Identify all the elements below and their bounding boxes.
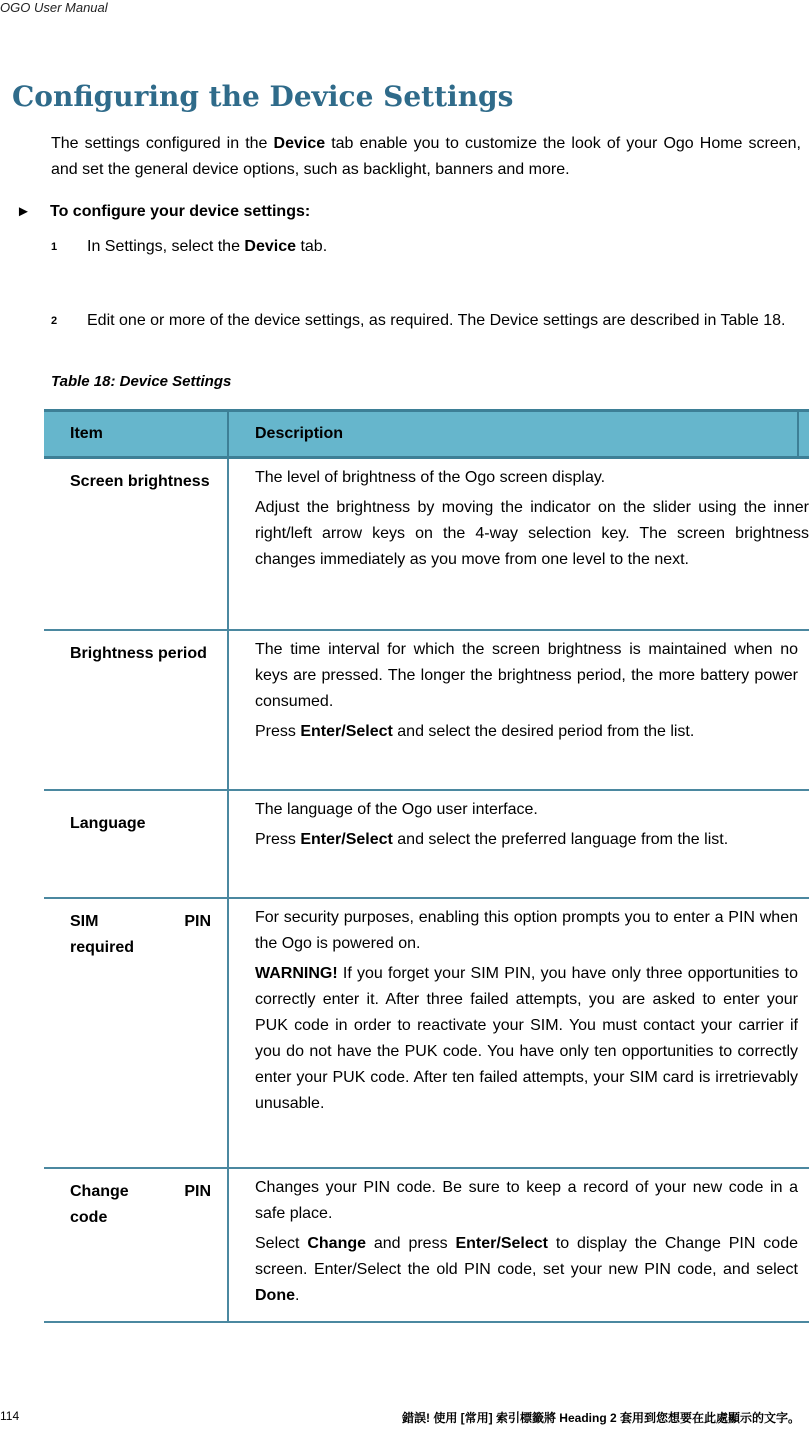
- footer-error-text: 錯誤! 使用 [常用] 索引標籤將 Heading 2 套用到您想要在此處顯示的文字。: [401, 1411, 800, 1425]
- table-caption: Table 18: Device Settings: [51, 373, 232, 390]
- page-number: 114: [0, 1409, 20, 1423]
- page-title: Configuring the Device Settings: [12, 80, 514, 113]
- row-description: Changes your PIN code. Be sure to keep a record of your new code in a safe place. Select Change and press Enter/Select to display the Change PIN code screen. Enter/Select the old PIN code, set your new PIN code, and select Done.: [228, 1168, 798, 1322]
- warning-label: WARNING!: [255, 964, 338, 982]
- step-1: 1 In Settings, select the Device tab.: [51, 234, 801, 260]
- row-description: The level of brightness of the Ogo screen display. Adjust the brightness by moving the indicator on the slider using the inner right/left arrow keys on the 4-way selection key. The screen brightness changes immediately as you move from one level to the next.: [228, 458, 809, 630]
- table-row: [44, 630, 809, 790]
- column-header-spacer: [798, 411, 809, 458]
- row-description: For security purposes, enabling this option prompts you to enter a PIN when the Ogo is powered on. WARNING! If you forget your SIM PIN, you have only three opportunities to correctly enter it. After three failed attempts, you are asked to enter your PUK code in order to reactivate your SIM. You must contact your carrier if you do not have the PUK code. You have only ten opportunities to correctly enter your PUK code. After ten failed attempts, your SIM card is irretrievably unusable.: [228, 898, 798, 1168]
- step-number: 1: [51, 241, 58, 253]
- procedure-arrow-icon: ►: [16, 203, 31, 220]
- table-row: [44, 898, 809, 1168]
- row-item-label: Change PIN code: [44, 1168, 228, 1322]
- row-item-label: Brightness period: [44, 630, 228, 790]
- table-row: [44, 1168, 809, 1322]
- procedure-heading: [16, 203, 310, 221]
- cell-spacer: [798, 630, 809, 790]
- table-row: [44, 458, 809, 630]
- cell-spacer: [798, 898, 809, 1168]
- row-description: The language of the Ogo user interface. Press Enter/Select and select the preferred language from the list.: [228, 790, 798, 898]
- table-header-row: [44, 411, 809, 458]
- cell-spacer: [798, 790, 809, 898]
- column-header-item: Item: [44, 411, 228, 458]
- device-tab-ref: Device: [273, 135, 326, 152]
- row-item-label: Screen brightness: [44, 458, 228, 630]
- running-header: OGO User Manual: [0, 0, 108, 15]
- row-item-label: Language: [44, 790, 228, 898]
- cell-spacer: [798, 1168, 809, 1322]
- device-settings-table: [44, 409, 809, 1323]
- step-number: 2: [51, 315, 58, 327]
- step-2: 2 Edit one or more of the device settings, as required. The Device settings are described in Table 18.: [51, 308, 801, 334]
- column-header-description: Description: [228, 411, 798, 458]
- intro-paragraph: The settings configured in the Device tab enable you to customize the look of your Ogo Home screen, and set the general device options, such as backlight, banners and more.: [51, 135, 801, 178]
- row-item-label: SIM PIN required: [44, 898, 228, 1168]
- procedure-label: To configure your device settings:: [50, 203, 311, 220]
- row-description: The time interval for which the screen brightness is maintained when no keys are pressed. The longer the brightness period, the more battery power consumed. Press Enter/Select and select the desired period from the list.: [228, 630, 798, 790]
- table-row: [44, 790, 809, 898]
